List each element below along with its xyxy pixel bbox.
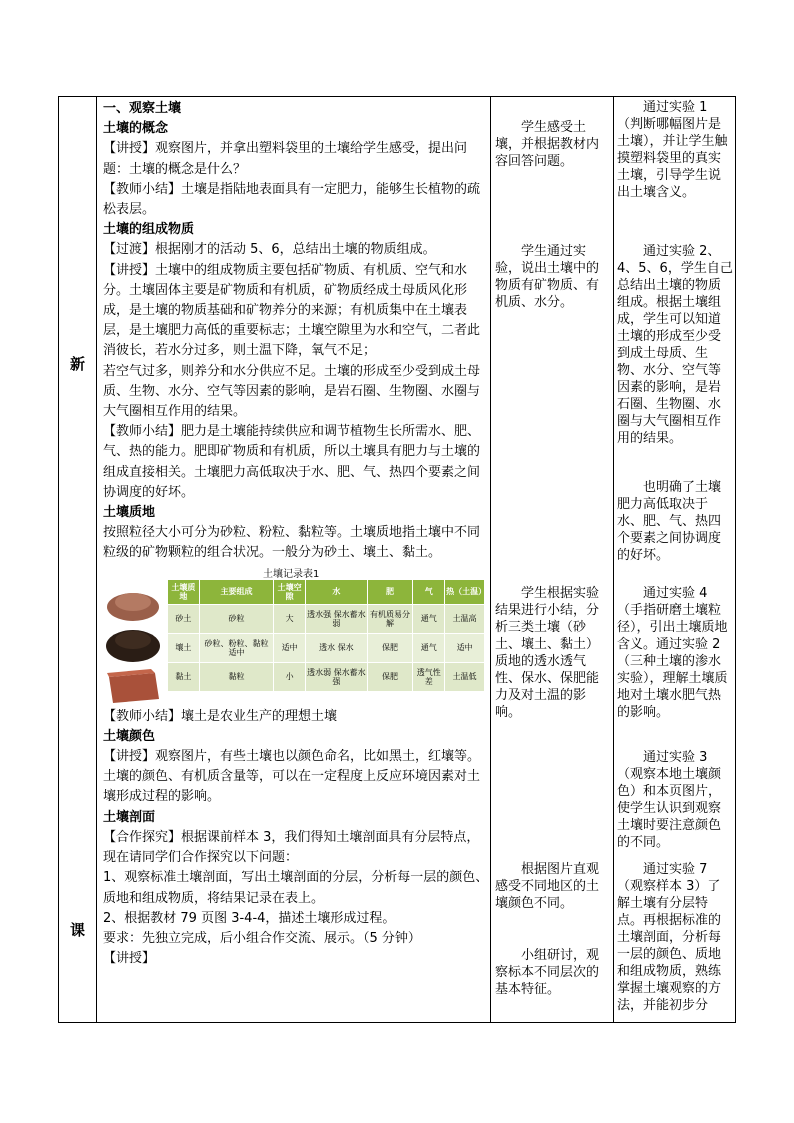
soil-table-cell: 透水弱 保水蓄水强 (306, 662, 368, 691)
content-paragraph: 【过渡】根据刚才的活动 5、6，总结出土壤的物质组成。 (103, 242, 436, 258)
soil-table-title: 土壤记录表1 (263, 568, 320, 580)
content-paragraph: 【教师小结】土壤是指陆地表面具有一定肥力，能够生长植物的疏松表层。 (103, 181, 481, 218)
soil-table-cell: 通气 (413, 633, 445, 662)
content-paragraph: 【教师小结】肥力是土壤能持续供应和调节植物生长所需水、肥、气、热的能力。肥即矿物质和有机质，所以土壤具有肥力与土壤的组成直接相关。土壤肥力高低取决于水、肥、气、热四个要素之间协调度的好坏。 (103, 424, 481, 500)
content-paragraph: 要求：先独立完成，后小组合作交流、展示。（5 分钟） (103, 930, 421, 946)
table-row (168, 604, 485, 633)
section-heading: 土壤质地 (103, 505, 156, 521)
design-intent-2: 通过实验 2、4、5、6，学生自己总结出土壤的物质组成。根据土壤组成，学生可以知道土壤的形成至少受到成土母质、生物、水分、空气等因素的影响，是岩石圈、生物圈、水圈与大气圈相互作用的结果。 (617, 244, 733, 446)
section-heading: 土壤的组成物质 (103, 222, 195, 238)
table-row (168, 662, 485, 691)
soil-table-cell: 黏土 (168, 662, 200, 691)
soil-table-header-cell: 肥 (367, 579, 413, 604)
soil-table-cell: 保肥 (367, 633, 413, 662)
soil-table-cell: 通气 (413, 604, 445, 633)
soil-table-cell: 适中 (445, 633, 485, 662)
design-intent-6: 通过实验 7（观察样本 3）了解土壤有分层特点。再根据标准的土壤剖面，分析每一层的颜色、质地和组成物质，熟练掌握土壤观察的方法，并能初步分 (617, 862, 722, 1013)
content-paragraph: 【讲授】观察图片，有些土壤也以颜色命名，比如黑土，红壤等。土壤的颜色、有机质含量等，可以在一定程度上反应环境因素对土壤形成过程的影响。 (103, 749, 481, 805)
content-part-1 (103, 99, 491, 564)
content-part-2 (103, 707, 491, 970)
design-intent-5: 通过实验 3（观察本地土壤颜色）和本页图片，使学生认识到观察土壤时要注意颜色的不同。 (617, 750, 722, 850)
content-paragraph: 【讲授】土壤中的组成物质主要包括矿物质、有机质、空气和水分。土壤固体主要是矿物质和有机质，矿物质经成土母质风化形成，是土壤的物质基础和矿物养分的来源；有机质集中在土壤表层，是土壤肥力高低的重要标志；土壤空隙里为水和空气，二者此消彼长，若水分过多，则土温下降，氧气不足； (103, 262, 481, 359)
soil-table-header-cell: 土壤空隙 (274, 579, 306, 604)
content-paragraph: 【教师小结】壤土是农业生产的理想土壤 (103, 708, 338, 724)
content-paragraph: 【讲授】 (103, 951, 156, 967)
soil-table-header-cell: 热（土温） (445, 579, 485, 604)
soil-record-table (167, 579, 485, 692)
soil-table-cell: 土温低 (445, 662, 485, 691)
soil-record-figure (103, 565, 491, 705)
divider-1 (96, 97, 97, 1022)
soil-table-cell: 透水强 保水蓄水弱 (306, 604, 368, 633)
design-intent-4: 通过实验 4（手指研磨土壤粒径），引出土壤质地含义。通过实验 2（三种土壤的渗水实验），理解土壤质地对土壤水肥气热的影响。 (617, 586, 728, 720)
content-paragraph: 【合作探究】根据课前样本 3，我们得知土壤剖面具有分层特点，现在请同学们合作探究以下问题： (103, 829, 480, 866)
soil-table-cell: 透水 保水 (306, 633, 368, 662)
soil-table-cell: 砂粒 (199, 604, 273, 633)
student-activity-2: 学生通过实验，说出土壤中的物质有矿物质、有机质、水分。 (495, 244, 600, 310)
soil-table-cell: 壤土 (168, 633, 200, 662)
teaching-content (103, 99, 491, 969)
soil-table-body (168, 604, 485, 691)
soil-table-header-cell: 水 (306, 579, 368, 604)
soil-table-header-cell: 气 (413, 579, 445, 604)
soil-table-cell: 砂粒、粉粒、黏粒适中 (199, 633, 273, 662)
content-paragraph: 【讲授】观察图片，并拿出塑料袋里的土壤给学生感受，提出问题：土壤的概念是什么？ (103, 141, 468, 177)
section-heading: 一、观察土壤 (103, 101, 182, 116)
content-paragraph: 1、观察标准土壤剖面，写出土壤剖面的分层，分析每一层的颜色、质地和组成物质，将结果记录在表上。 (103, 870, 489, 906)
soil-table-cell: 保肥 (367, 662, 413, 691)
side-char-ke: 课 (69, 921, 85, 939)
soil-table-cell: 黏粒 (199, 662, 273, 691)
design-intent-1: 通过实验 1（判断哪幅图片是土壤），并让学生触摸塑料袋里的真实土壤，引导学生说出土壤含义。 (617, 100, 728, 200)
divider-3 (613, 97, 614, 1022)
content-paragraph: 按照粒径大小可分为砂粒、粉粒、黏粒等。土壤质地指土壤中不同粒级的矿物颗粒的组合状况。一般分为砂土、壤土、黏土。 (103, 525, 481, 561)
soil-table-cell: 土温高 (445, 604, 485, 633)
content-paragraph: 若空气过多，则养分和水分供应不足。土壤的形成至少受到成土母质、生物、水分、空气等因素的影响，是岩石圈、生物圈、水圈与大气圈相互作用的结果。 (103, 363, 481, 420)
student-activity-4: 根据图片直观感受不同地区的土壤颜色不同。 (495, 862, 600, 911)
table-row (168, 633, 485, 662)
soil-table-cell: 透气性差 (413, 662, 445, 691)
soil-table-cell: 有机质易分解 (367, 604, 413, 633)
soil-table-cell: 小 (274, 662, 306, 691)
soil-table-header-cell: 主要组成 (199, 579, 273, 604)
section-heading: 土壤的概念 (103, 121, 169, 137)
soil-table-cell: 砂土 (168, 604, 200, 633)
soil-table-header-cell: 土壤质地 (168, 579, 200, 604)
soil-samples-image (103, 583, 165, 705)
soil-table-cell: 适中 (274, 633, 306, 662)
content-paragraph: 2、根据教材 79 页图 3-4-4，描述土壤形成过程。 (103, 910, 396, 926)
side-char-xin: 新 (69, 355, 85, 373)
soil-table-header (168, 579, 485, 604)
student-activity-5: 小组研讨，观察标本不同层次的基本特征。 (495, 948, 600, 997)
design-intent-3: 也明确了土壤肥力高低取决于水、肥、气、热四个要素之间协调度的好坏。 (617, 480, 722, 563)
section-heading: 土壤剖面 (103, 809, 156, 825)
soil-table-cell: 大 (274, 604, 306, 633)
section-heading: 土壤颜色 (103, 728, 156, 744)
lesson-table (58, 96, 736, 1023)
student-activity-1: 学生感受土壤，并根据教材内容回答问题。 (495, 120, 600, 169)
student-activity-3: 学生根据实验结果进行小结，分析三类土壤（砂土、壤土、黏土）质地的透水透气性、保水、保肥能力及对土温的影响。 (495, 586, 600, 720)
